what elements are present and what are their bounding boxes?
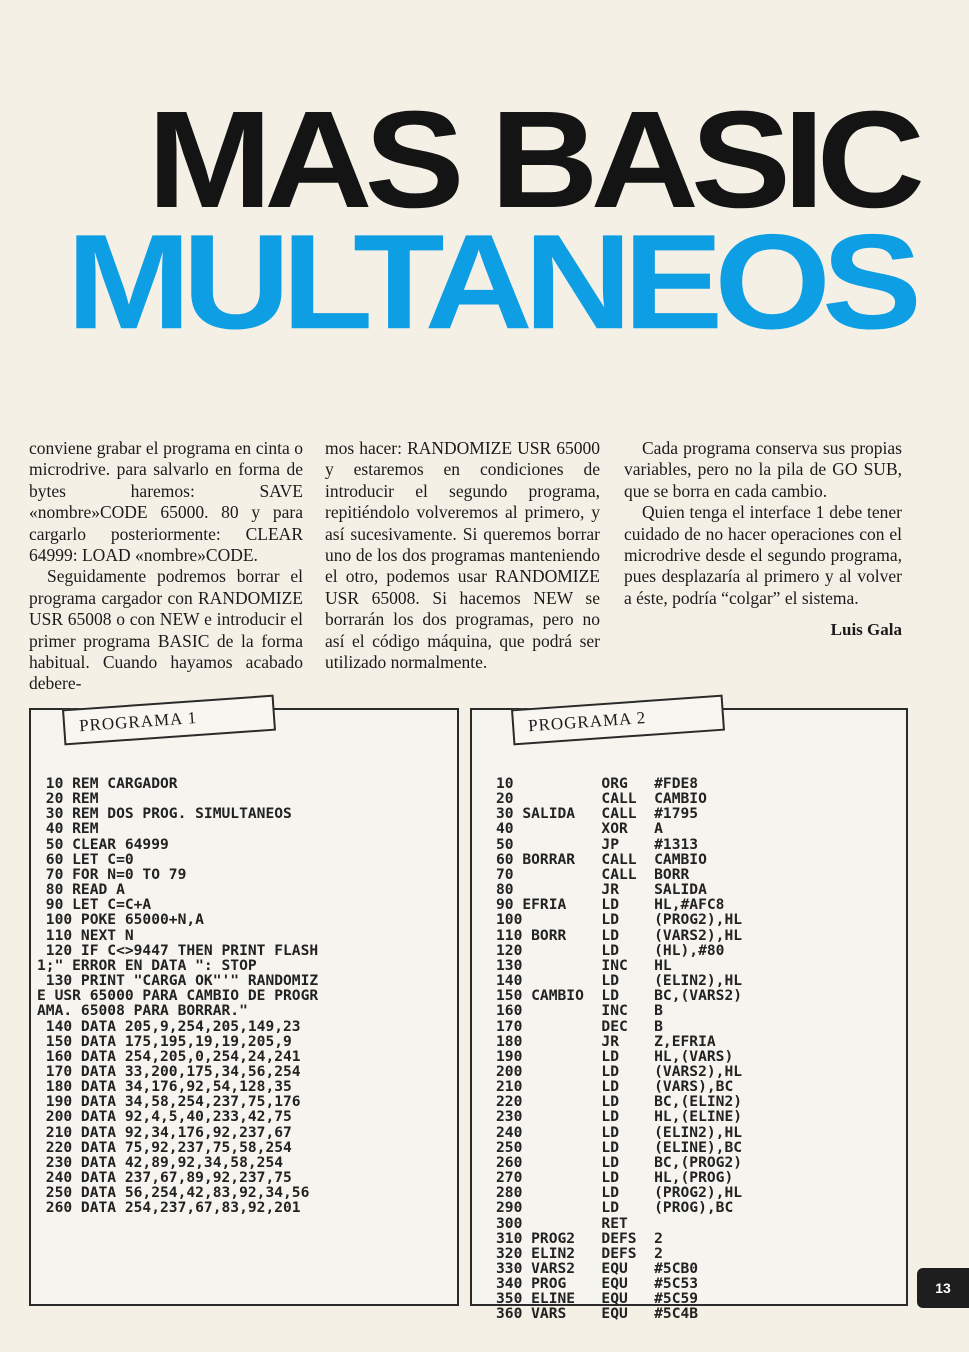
code-line: 20 REM: [37, 790, 99, 808]
code-line: 360 VARS EQU #5C4B: [496, 1305, 699, 1323]
code-line: 220 LD BC,(ELIN2): [496, 1093, 743, 1111]
paragraph: conviene grabar el programa en cinta o microdrive. para salvarlo en forma de bytes haremos: SAVE «nombre»CODE 65000. 80 y para cargarlo posteriormente: CLEAR 64999: LOAD «nombre»CODE.: [29, 438, 303, 566]
code-line: 100 LD (PROG2),HL: [496, 911, 743, 929]
code-line: AMA. 65008 PARA BORRAR.": [37, 1002, 248, 1020]
code-line: 70 CALL BORR: [496, 865, 690, 883]
code-line: 40 REM: [37, 820, 99, 838]
code-line: 340 PROG EQU #5C53: [496, 1275, 699, 1293]
code-line: 350 ELINE EQU #5C59: [496, 1290, 699, 1308]
code-line: 10 REM CARGADOR: [37, 775, 178, 792]
code-line: 90 LET C=C+A: [37, 896, 152, 914]
code-line: 280 LD (PROG2),HL: [496, 1184, 743, 1202]
code-line: 200 DATA 92,4,5,40,233,42,75: [37, 1108, 292, 1126]
code-line: 330 VARS2 EQU #5CB0: [496, 1260, 699, 1277]
code-line: 190 DATA 34,58,254,237,75,176: [37, 1093, 301, 1111]
code-line: 160 DATA 254,205,0,254,24,241: [37, 1047, 301, 1065]
text-column-1: [29, 438, 303, 695]
paragraph: Quien tenga el interface 1 debe tener cuidado de no hacer operaciones con el microdrive desde el segundo programa, pues desplazaría al primero y al volver a éste, podría “colgar” el sistema.: [624, 502, 902, 608]
code-line: 220 DATA 75,92,237,75,58,254: [37, 1138, 292, 1156]
text-column-3: [624, 438, 902, 641]
programa-2-label: PROGRAMA 2: [511, 695, 725, 746]
programa-1-listing-box: [29, 708, 459, 1306]
code-line: 240 LD (ELIN2),HL: [496, 1123, 743, 1141]
code-line: 270 LD HL,(PROG): [496, 1169, 734, 1187]
code-line: 70 FOR N=0 TO 79: [37, 865, 187, 883]
code-line: 110 BORR LD (VARS2),HL: [496, 926, 743, 944]
headline-line-2: [0, 230, 969, 350]
code-line: 250 DATA 56,254,42,83,92,34,56: [37, 1184, 310, 1202]
code-line: 20 CALL CAMBIO: [496, 790, 707, 808]
code-line: 170 DATA 33,200,175,34,56,254: [37, 1062, 301, 1080]
programa-1-code: [37, 776, 457, 1216]
code-line: 190 LD HL,(VARS): [496, 1047, 734, 1065]
code-line: 140 DATA 205,9,254,205,149,23: [37, 1017, 301, 1035]
headline-line-2-text: MULTANEOS: [66, 230, 913, 350]
code-line: 200 LD (VARS2),HL: [496, 1062, 743, 1080]
code-line: 180 JR Z,EFRIA: [496, 1032, 716, 1050]
programa-2-listing-box: [470, 708, 908, 1323]
code-line: 170 DEC B: [496, 1017, 663, 1035]
code-line: 30 REM DOS PROG. SIMULTANEOS: [37, 805, 292, 823]
code-line: 150 CAMBIO LD BC,(VARS2): [496, 987, 743, 1005]
code-line: 210 DATA 92,34,176,92,237,67: [37, 1123, 292, 1141]
code-line: 290 LD (PROG),BC: [496, 1199, 734, 1217]
code-line: 10 ORG #FDE8: [496, 775, 699, 792]
code-line: 30 SALIDA CALL #1795: [496, 805, 699, 823]
code-line: 260 LD BC,(PROG2): [496, 1153, 743, 1171]
code-line: 250 LD (ELINE),BC: [496, 1138, 743, 1156]
code-line: 80 JR SALIDA: [496, 881, 707, 899]
code-line: 50 CLEAR 64999: [37, 835, 169, 853]
code-line: 100 POKE 65000+N,A: [37, 911, 204, 929]
page-number: 13: [917, 1268, 969, 1308]
code-line: 230 DATA 42,89,92,34,58,254: [37, 1153, 284, 1171]
author-name: Luis Gala: [830, 620, 902, 640]
paragraph: Cada programa conserva sus propias variables, pero no la pila de GO SUB, que se borra en cada cambio.: [624, 438, 902, 501]
headline-line-1: [0, 98, 969, 238]
code-line: 300 RET: [496, 1214, 628, 1232]
code-line: 110 NEXT N: [37, 926, 134, 944]
headline-line-1-text: MAS BASIC: [147, 98, 917, 237]
code-line: 320 ELIN2 DEFS 2: [496, 1244, 663, 1262]
code-line: 130 INC HL: [496, 956, 672, 974]
code-line: 260 DATA 254,237,67,83,92,201: [37, 1199, 301, 1217]
code-line: 80 READ A: [37, 881, 125, 899]
code-line: 230 LD HL,(ELINE): [496, 1108, 743, 1126]
code-line: 1;" ERROR EN DATA ": STOP: [37, 956, 257, 974]
paragraph: mos hacer: RANDOMIZE USR 65000 y estaremos en condiciones de introducir el segundo programa, repitiéndolo volveremos al primero, y así sucesivamente. Si queremos borrar uno de los dos programas manteniendo el otro, podemos usar RANDOMIZE USR 65008. Si hacemos NEW se borrarán los dos programas, pero no así el código máquina, que podrá ser utilizado normalmente.: [325, 438, 600, 673]
code-line: 180 DATA 34,176,92,54,128,35: [37, 1078, 292, 1096]
code-line: 130 PRINT "CARGA OK"'" RANDOMIZ: [37, 972, 319, 990]
code-line: 310 PROG2 DEFS 2: [496, 1229, 663, 1247]
code-line: 210 LD (VARS),BC: [496, 1078, 734, 1096]
code-line: 90 EFRIA LD HL,#AFC8: [496, 896, 725, 914]
programa-2-code: [496, 776, 906, 1322]
code-line: 60 BORRAR CALL CAMBIO: [496, 850, 707, 868]
code-line: 120 IF C<>9447 THEN PRINT FLASH: [37, 941, 319, 959]
code-line: 240 DATA 237,67,89,92,237,75: [37, 1169, 292, 1187]
paragraph: Seguidamente podremos borrar el programa cargador con RANDOMIZE USR 65008 o con NEW e introducir el primer programa BASIC de la forma habitual. Cuando hayamos acabado debere-: [29, 566, 303, 694]
programa-1-label: PROGRAMA 1: [62, 695, 276, 746]
code-line: E USR 65000 PARA CAMBIO DE PROGR: [37, 987, 319, 1005]
code-line: 50 JP #1313: [496, 835, 699, 853]
code-line: 140 LD (ELIN2),HL: [496, 972, 743, 990]
code-line: 150 DATA 175,195,19,19,205,9: [37, 1032, 292, 1050]
code-line: 60 LET C=0: [37, 850, 134, 868]
text-column-2: [325, 438, 600, 673]
code-line: 40 XOR A: [496, 820, 663, 838]
code-line: 160 INC B: [496, 1002, 663, 1020]
code-line: 120 LD (HL),#80: [496, 941, 725, 959]
